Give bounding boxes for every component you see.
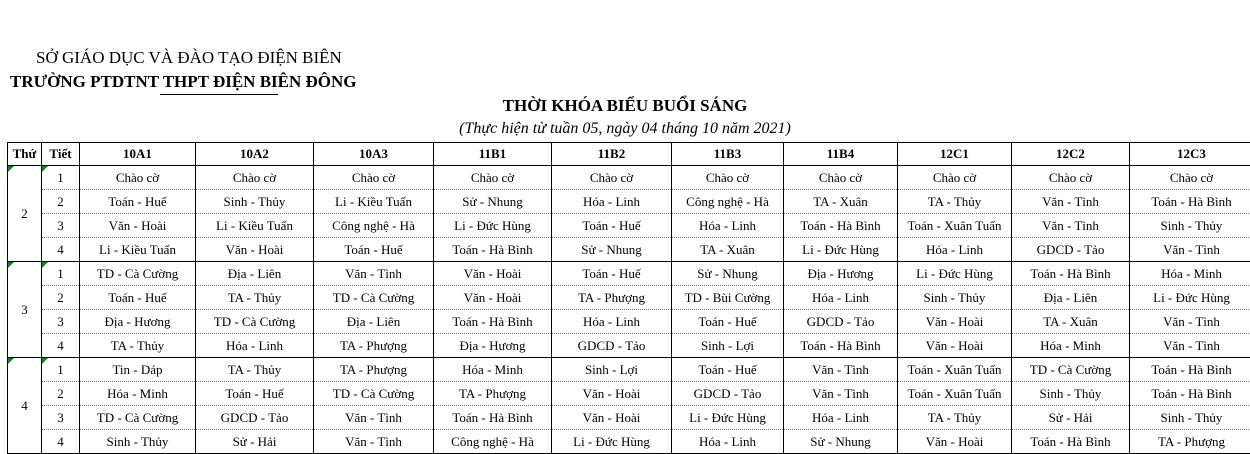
lesson-cell: Li - Kiều Tuấn bbox=[80, 238, 196, 262]
lesson-cell: Hóa - Linh bbox=[552, 190, 672, 214]
header-class: 11B2 bbox=[552, 143, 672, 166]
lesson-cell: Sử - Nhung bbox=[434, 190, 552, 214]
lesson-cell: Văn - Hoài bbox=[434, 262, 552, 286]
table-row bbox=[8, 238, 1250, 262]
table-row bbox=[8, 310, 1250, 334]
lesson-cell: Li - Đức Hùng bbox=[784, 238, 898, 262]
lesson-cell: Văn - Hoài bbox=[898, 334, 1012, 358]
lesson-cell: Tin - Dáp bbox=[80, 358, 196, 382]
period-cell: 2 bbox=[42, 382, 80, 406]
lesson-cell: Li - Đức Hùng bbox=[552, 430, 672, 454]
lesson-cell: Chào cờ bbox=[80, 166, 196, 190]
lesson-cell: TA - Phượng bbox=[314, 358, 434, 382]
cell-marker-icon bbox=[42, 358, 48, 364]
header-class: 11B4 bbox=[784, 143, 898, 166]
lesson-cell: Công nghệ - Hà bbox=[314, 214, 434, 238]
lesson-cell: Chào cờ bbox=[898, 166, 1012, 190]
lesson-cell: Sinh - Thủy bbox=[1130, 406, 1250, 430]
lesson-cell: Sinh - Thủy bbox=[1130, 214, 1250, 238]
table-row bbox=[8, 262, 1250, 286]
lesson-cell: GDCD - Tảo bbox=[672, 382, 784, 406]
header-class: 12C2 bbox=[1012, 143, 1130, 166]
lesson-cell: Hóa - Linh bbox=[552, 310, 672, 334]
table-row bbox=[8, 286, 1250, 310]
cell-marker-icon bbox=[8, 358, 14, 364]
timetable bbox=[7, 142, 1250, 454]
lesson-cell: Toán - Hà Bình bbox=[434, 238, 552, 262]
lesson-cell: Hóa - Linh bbox=[672, 214, 784, 238]
period-cell: 3 bbox=[42, 214, 80, 238]
lesson-cell: Văn - Hoài bbox=[552, 382, 672, 406]
lesson-cell: GDCD - Tảo bbox=[196, 406, 314, 430]
lesson-cell: Li - Kiều Tuấn bbox=[196, 214, 314, 238]
lesson-cell: TD - Cà Cường bbox=[196, 310, 314, 334]
day-cell bbox=[8, 166, 42, 262]
period-cell: 4 bbox=[42, 430, 80, 454]
header-class: 11B1 bbox=[434, 143, 552, 166]
day-cell bbox=[8, 262, 42, 358]
period-label: 1 bbox=[57, 362, 64, 377]
lesson-cell: Hóa - Linh bbox=[898, 238, 1012, 262]
lesson-cell: Toán - Huế bbox=[196, 382, 314, 406]
lesson-cell: Sử - Nhung bbox=[672, 262, 784, 286]
lesson-cell: TA - Xuân bbox=[784, 190, 898, 214]
cell-marker-icon bbox=[8, 262, 14, 268]
lesson-cell: Sinh - Lợi bbox=[552, 358, 672, 382]
lesson-cell: TA - Phượng bbox=[434, 382, 552, 406]
lesson-cell: Văn - Hoài bbox=[434, 286, 552, 310]
header-class: 12C1 bbox=[898, 143, 1012, 166]
lesson-cell: Hóa - Linh bbox=[784, 286, 898, 310]
lesson-cell: TA - Xuân bbox=[1012, 310, 1130, 334]
period-cell: 2 bbox=[42, 190, 80, 214]
lesson-cell: Toán - Hà Bình bbox=[1012, 262, 1130, 286]
lesson-cell: Địa - Liên bbox=[314, 310, 434, 334]
org-name-department: SỞ GIÁO DỤC VÀ ĐÀO TẠO ĐIỆN BIÊN bbox=[36, 48, 342, 68]
lesson-cell: Sử - Hải bbox=[1012, 406, 1130, 430]
lesson-cell: TD - Cà Cường bbox=[1012, 358, 1130, 382]
lesson-cell: Văn - Tình bbox=[314, 262, 434, 286]
lesson-cell: Toán - Hà Bình bbox=[784, 214, 898, 238]
lesson-cell: Toán - Xuân Tuấn bbox=[898, 214, 1012, 238]
period-cell: 2 bbox=[42, 286, 80, 310]
lesson-cell: Văn - Hoài bbox=[898, 310, 1012, 334]
table-row bbox=[8, 214, 1250, 238]
lesson-cell: Toán - Hà Bình bbox=[434, 310, 552, 334]
lesson-cell: Chào cờ bbox=[434, 166, 552, 190]
document-subtitle: (Thực hiện từ tuần 05, ngày 04 tháng 10 năm 2021) bbox=[0, 120, 1250, 138]
lesson-cell: GDCD - Tảo bbox=[1012, 238, 1130, 262]
school-underline bbox=[160, 94, 278, 95]
lesson-cell: Địa - Liên bbox=[196, 262, 314, 286]
lesson-cell: TD - Cà Cường bbox=[80, 406, 196, 430]
lesson-cell: TD - Cà Cường bbox=[314, 286, 434, 310]
lesson-cell: TA - Thủy bbox=[196, 358, 314, 382]
lesson-cell: Sinh - Lợi bbox=[672, 334, 784, 358]
lesson-cell: Sử - Nhung bbox=[552, 238, 672, 262]
lesson-cell: Văn - Hoài bbox=[196, 238, 314, 262]
lesson-cell: Li - Kiều Tuấn bbox=[314, 190, 434, 214]
lesson-cell: Toán - Huế bbox=[672, 310, 784, 334]
lesson-cell: Văn - Tình bbox=[314, 430, 434, 454]
header-class: 10A2 bbox=[196, 143, 314, 166]
lesson-cell: Toán - Hà Bình bbox=[1130, 190, 1250, 214]
lesson-cell: Hóa - Linh bbox=[196, 334, 314, 358]
header-period: Tiết bbox=[42, 143, 80, 166]
lesson-cell: Hóa - Linh bbox=[672, 430, 784, 454]
lesson-cell: Địa - Hương bbox=[434, 334, 552, 358]
lesson-cell: Toán - Huế bbox=[80, 190, 196, 214]
lesson-cell: Văn - Hoài bbox=[80, 214, 196, 238]
period-cell: 3 bbox=[42, 310, 80, 334]
lesson-cell: Toán - Huế bbox=[552, 262, 672, 286]
period-label: 1 bbox=[57, 266, 64, 281]
table-row bbox=[8, 382, 1250, 406]
period-cell: 4 bbox=[42, 334, 80, 358]
lesson-cell: Toán - Huế bbox=[80, 286, 196, 310]
lesson-cell: TA - Xuân bbox=[672, 238, 784, 262]
lesson-cell: Toán - Hà Bình bbox=[1130, 358, 1250, 382]
lesson-cell: TD - Bùi Cường bbox=[672, 286, 784, 310]
lesson-cell: Li - Đức Hùng bbox=[898, 262, 1012, 286]
lesson-cell: Sinh - Thủy bbox=[1012, 382, 1130, 406]
lesson-cell: Toán - Hà Bình bbox=[434, 406, 552, 430]
table-row bbox=[8, 358, 1250, 382]
lesson-cell: Sinh - Thủy bbox=[80, 430, 196, 454]
lesson-cell: Toán - Xuân Tuấn bbox=[898, 382, 1012, 406]
day-label: 2 bbox=[21, 206, 28, 221]
lesson-cell: Toán - Hà Bình bbox=[784, 334, 898, 358]
lesson-cell: Văn - Tình bbox=[784, 382, 898, 406]
lesson-cell: Chào cờ bbox=[552, 166, 672, 190]
lesson-cell: Sử - Nhung bbox=[784, 430, 898, 454]
header-row bbox=[8, 143, 1250, 166]
header-class: 10A1 bbox=[80, 143, 196, 166]
lesson-cell: TA - Thủy bbox=[196, 286, 314, 310]
period-cell: 3 bbox=[42, 406, 80, 430]
lesson-cell: Địa - Hương bbox=[80, 310, 196, 334]
lesson-cell: Chào cờ bbox=[196, 166, 314, 190]
lesson-cell: Toán - Xuân Tuấn bbox=[898, 358, 1012, 382]
document-title: THỜI KHÓA BIỂU BUỔI SÁNG bbox=[0, 96, 1250, 116]
lesson-cell: Địa - Liên bbox=[1012, 286, 1130, 310]
day-cell bbox=[8, 358, 42, 454]
lesson-cell: Văn - Hoài bbox=[552, 406, 672, 430]
lesson-cell: Văn - Tình bbox=[784, 358, 898, 382]
header-class: 11B3 bbox=[672, 143, 784, 166]
lesson-cell: Li - Đức Hùng bbox=[1130, 286, 1250, 310]
lesson-cell: Toán - Huế bbox=[314, 238, 434, 262]
lesson-cell: Hóa - Linh bbox=[784, 406, 898, 430]
lesson-cell: Văn - Tình bbox=[314, 406, 434, 430]
lesson-cell: Sử - Hải bbox=[196, 430, 314, 454]
lesson-cell: Toán - Huế bbox=[552, 214, 672, 238]
lesson-cell: GDCD - Tảo bbox=[552, 334, 672, 358]
lesson-cell: Chào cờ bbox=[1130, 166, 1250, 190]
lesson-cell: Địa - Hương bbox=[784, 262, 898, 286]
lesson-cell: Hóa - Minh bbox=[80, 382, 196, 406]
period-cell bbox=[42, 262, 80, 286]
lesson-cell: TA - Phượng bbox=[552, 286, 672, 310]
lesson-cell: GDCD - Tảo bbox=[784, 310, 898, 334]
lesson-cell: Toán - Huế bbox=[672, 358, 784, 382]
lesson-cell: Sinh - Thủy bbox=[196, 190, 314, 214]
lesson-cell: Hóa - Minh bbox=[1130, 262, 1250, 286]
lesson-cell: Văn - Tình bbox=[1130, 334, 1250, 358]
lesson-cell: TA - Thủy bbox=[898, 406, 1012, 430]
lesson-cell: Chào cờ bbox=[784, 166, 898, 190]
lesson-cell: TA - Phượng bbox=[1130, 430, 1250, 454]
day-label: 3 bbox=[21, 302, 28, 317]
lesson-cell: Sinh - Thủy bbox=[898, 286, 1012, 310]
lesson-cell: TA - Phượng bbox=[314, 334, 434, 358]
lesson-cell: Toán - Hà Bình bbox=[1012, 430, 1130, 454]
cell-marker-icon bbox=[42, 166, 48, 172]
lesson-cell: Công nghệ - Hà bbox=[672, 190, 784, 214]
lesson-cell: Chào cờ bbox=[314, 166, 434, 190]
lesson-cell: Văn - Hoài bbox=[898, 430, 1012, 454]
table-row bbox=[8, 406, 1250, 430]
table-row bbox=[8, 430, 1250, 454]
lesson-cell: TA - Thủy bbox=[898, 190, 1012, 214]
table-row bbox=[8, 166, 1250, 190]
period-label: 1 bbox=[57, 170, 64, 185]
lesson-cell: TD - Cà Cường bbox=[314, 382, 434, 406]
header-class: 12C3 bbox=[1130, 143, 1250, 166]
table-row bbox=[8, 190, 1250, 214]
lesson-cell: TA - Thủy bbox=[80, 334, 196, 358]
lesson-cell: Văn - Tình bbox=[1130, 310, 1250, 334]
cell-marker-icon bbox=[42, 262, 48, 268]
lesson-cell: Chào cờ bbox=[1012, 166, 1130, 190]
cell-marker-icon bbox=[8, 166, 14, 172]
table-row bbox=[8, 334, 1250, 358]
lesson-cell: Li - Đức Hùng bbox=[672, 406, 784, 430]
day-label: 4 bbox=[21, 398, 28, 413]
period-cell bbox=[42, 358, 80, 382]
lesson-cell: Văn - Tình bbox=[1012, 190, 1130, 214]
lesson-cell: Li - Đức Hùng bbox=[434, 214, 552, 238]
timetable-body bbox=[8, 166, 1250, 454]
org-name-school: TRƯỜNG PTDTNT THPT ĐIỆN BIÊN ĐÔNG bbox=[10, 72, 357, 92]
period-cell: 4 bbox=[42, 238, 80, 262]
lesson-cell: Toán - Hà Bình bbox=[1130, 382, 1250, 406]
lesson-cell: Văn - Tình bbox=[1130, 238, 1250, 262]
lesson-cell: Chào cờ bbox=[672, 166, 784, 190]
period-cell bbox=[42, 166, 80, 190]
lesson-cell: Hóa - Minh bbox=[1012, 334, 1130, 358]
lesson-cell: Công nghệ - Hà bbox=[434, 430, 552, 454]
lesson-cell: Văn - Tình bbox=[1012, 214, 1130, 238]
header-class: 10A3 bbox=[314, 143, 434, 166]
lesson-cell: Hóa - Minh bbox=[434, 358, 552, 382]
lesson-cell: TD - Cà Cường bbox=[80, 262, 196, 286]
header-day: Thứ bbox=[8, 143, 42, 166]
